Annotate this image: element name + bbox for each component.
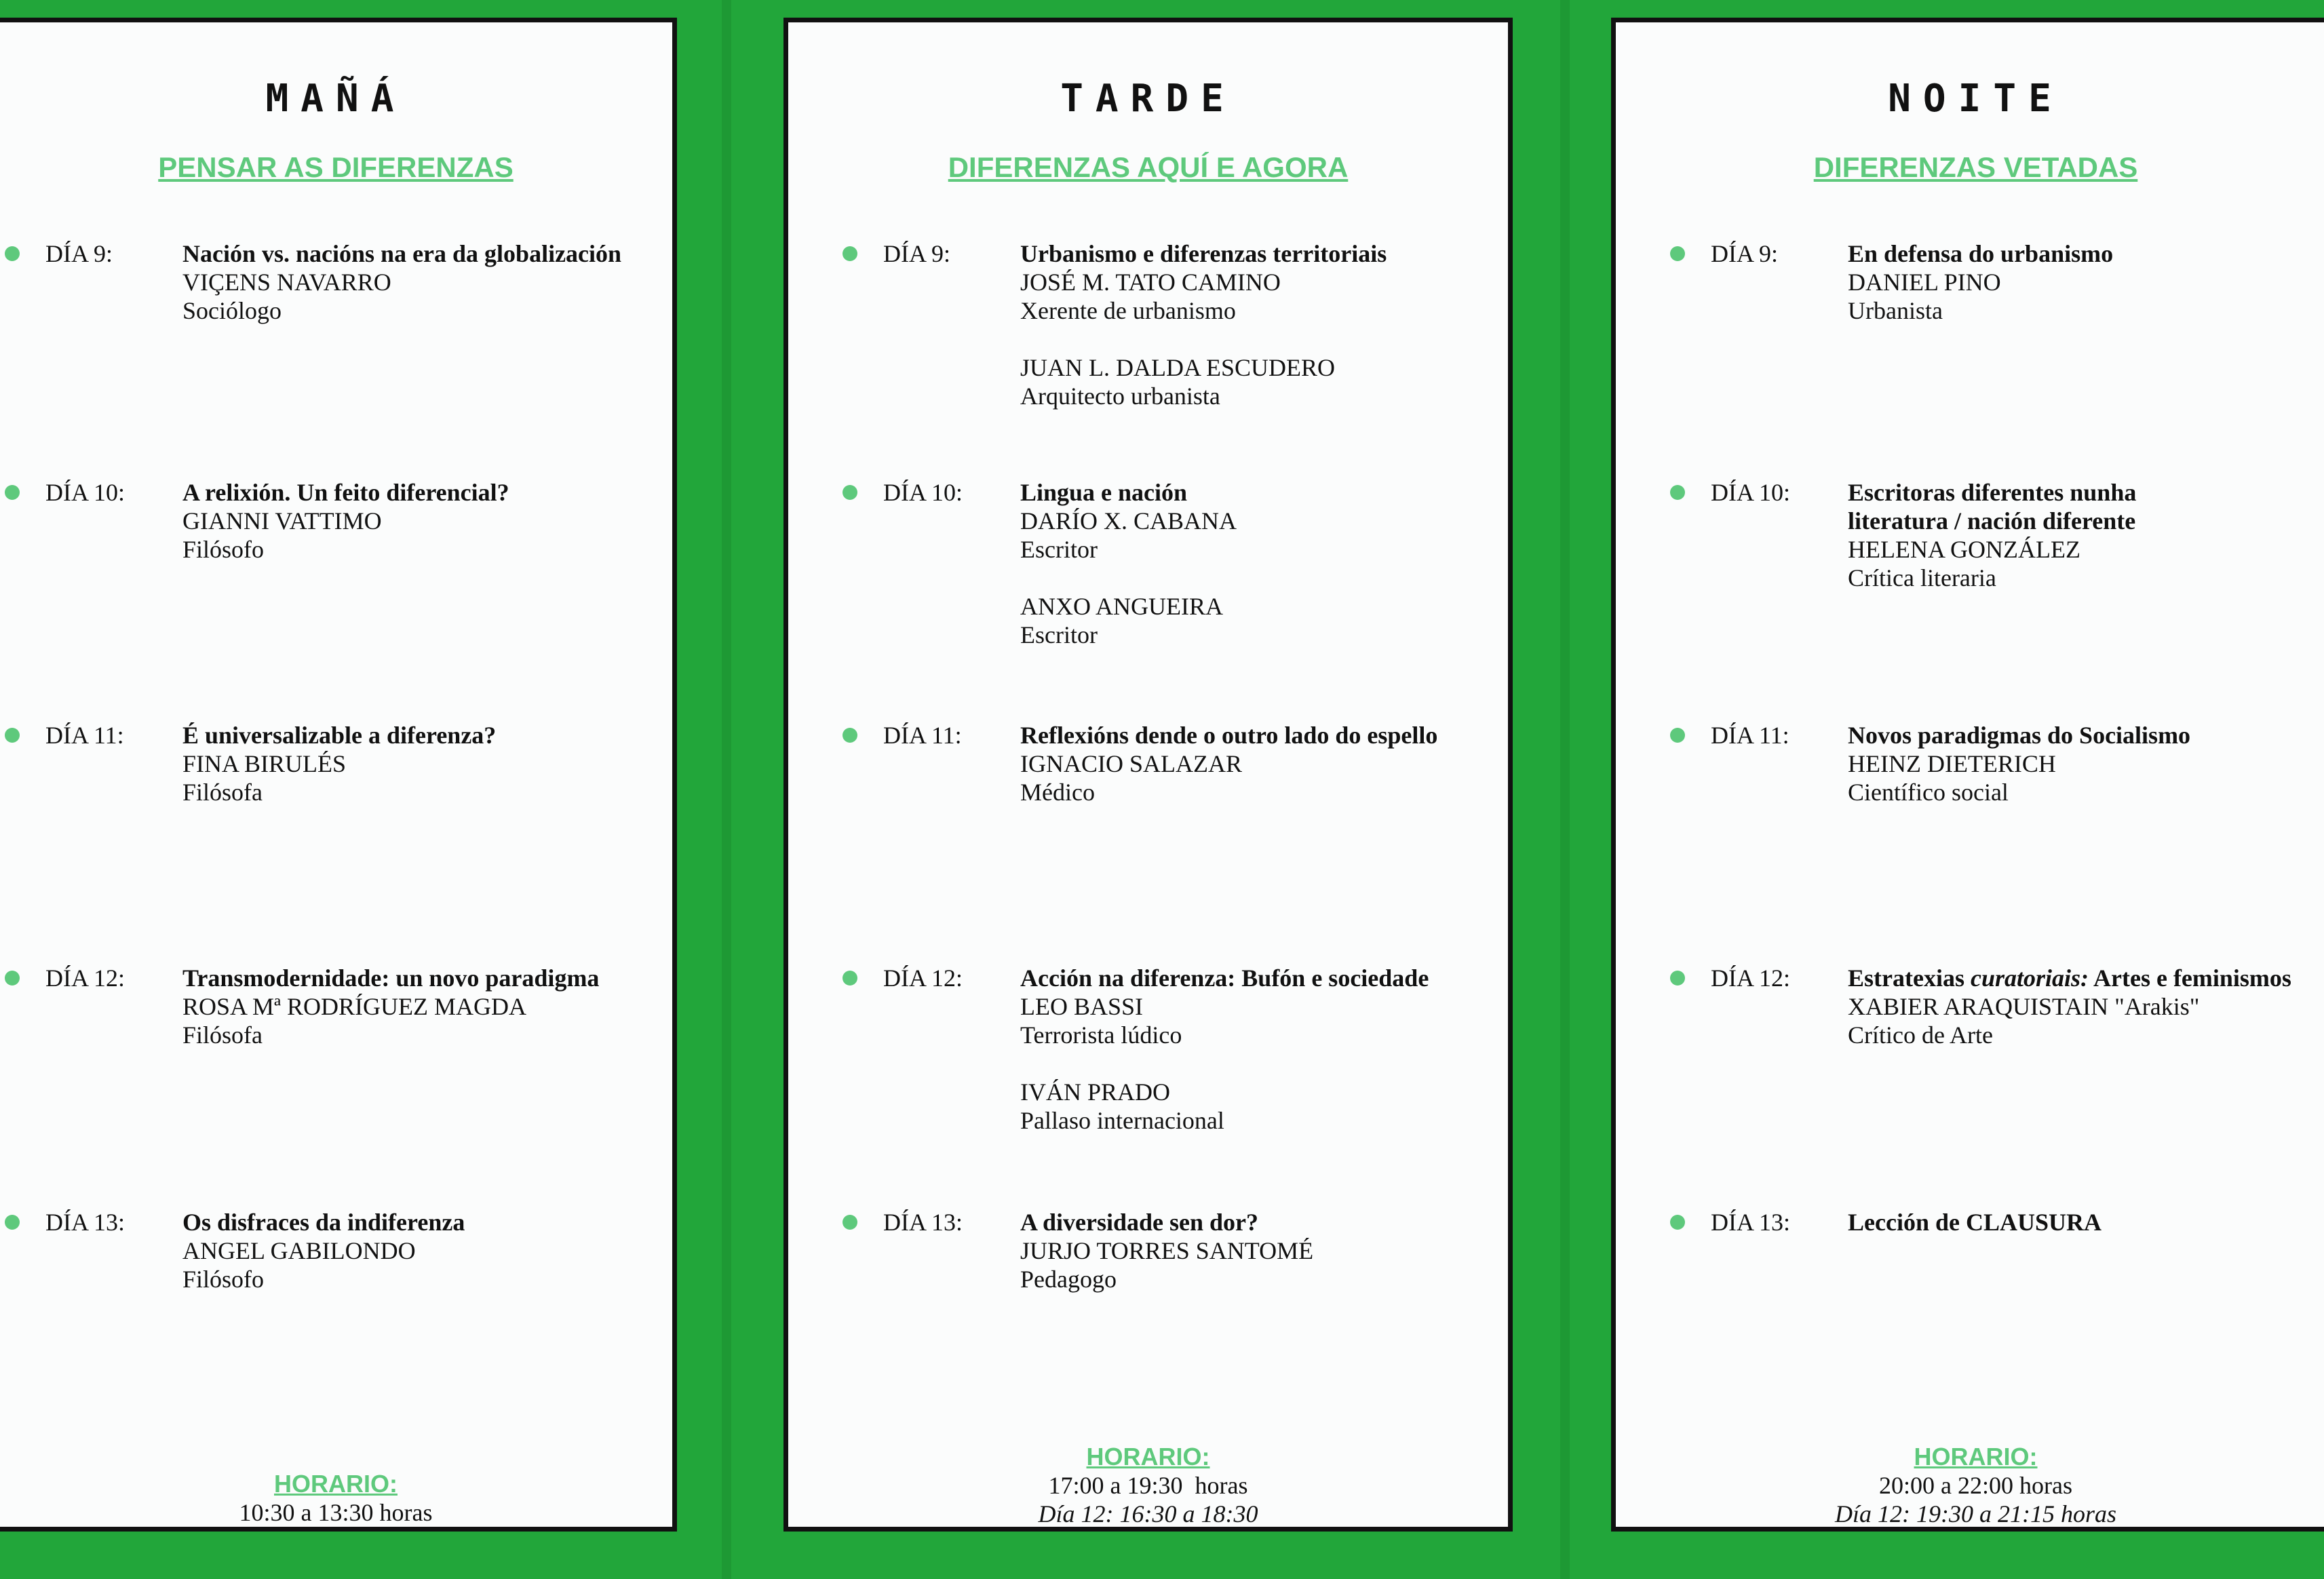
speaker-name: ANGEL GABILONDO: [182, 1237, 416, 1264]
panel-title: TARDE: [1060, 77, 1236, 121]
talk-title: Acción na diferenza: Bufón e sociedade: [1020, 964, 1429, 992]
session-day: DÍA 10:: [45, 479, 125, 506]
speaker-role: Filósofo: [182, 1266, 265, 1293]
speaker-role: Científico social: [1848, 779, 2009, 806]
session-day: DÍA 11:: [45, 722, 124, 749]
bullet-icon: [5, 485, 20, 500]
schedule-label: HORARIO:: [274, 1470, 398, 1498]
session-day: DÍA 11:: [883, 722, 962, 749]
talk-title: É universalizable a diferenza?: [182, 722, 497, 749]
panel-night: [1611, 18, 2324, 1532]
schedule-hours: 17:00 a 19:30 horas: [1048, 1472, 1248, 1499]
session-day: DÍA 13:: [1711, 1209, 1790, 1236]
panel-title: NOITE: [1888, 77, 2064, 121]
schedule-note: Día 12: 19:30 a 21:15 horas: [1835, 1500, 2116, 1527]
speaker-name: JOSÉ M. TATO CAMINO: [1020, 269, 1281, 296]
bullet-icon: [843, 246, 857, 261]
talk-title: A relixión. Un feito diferencial?: [182, 479, 509, 506]
speaker-role: Terrorista lúdico: [1020, 1021, 1182, 1049]
bullet-icon: [843, 728, 857, 743]
panel-morning: [0, 18, 677, 1532]
speaker-name: HEINZ DIETERICH: [1848, 750, 2056, 777]
panel-afternoon: [783, 18, 1513, 1532]
session-day: DÍA 13:: [883, 1209, 963, 1236]
session-day: DÍA 12:: [1711, 964, 1790, 992]
speaker-role: Filósofo: [182, 536, 265, 563]
fold-left: [722, 0, 731, 1579]
bullet-icon: [1670, 728, 1685, 743]
speaker-name: LEO BASSI: [1020, 993, 1144, 1020]
speaker-role: Filósofa: [182, 1021, 263, 1049]
talk-title: Transmodernidade: un novo paradigma: [182, 964, 600, 992]
bullet-icon: [5, 1215, 20, 1230]
speaker-name: JURJO TORRES SANTOMÉ: [1020, 1237, 1314, 1264]
talk-title: Urbanismo e diferenzas territoriais: [1020, 240, 1387, 267]
speaker-name: GIANNI VATTIMO: [182, 507, 382, 534]
schedule-hours: 20:00 a 22:00 horas: [1879, 1472, 2072, 1499]
speaker-name: FINA BIRULÉS: [182, 750, 347, 777]
panel-subtitle: DIFERENZAS AQUÍ E AGORA: [948, 151, 1349, 183]
speaker-role: Filósofa: [182, 779, 263, 806]
schedule-label: HORARIO:: [1086, 1443, 1210, 1470]
speaker-name: HELENA GONZÁLEZ: [1848, 536, 2080, 563]
talk-title-emphasis: curatoriais:: [1970, 964, 2089, 992]
speaker-role: Pallaso internacional: [1020, 1107, 1224, 1134]
fold-right: [1560, 0, 1570, 1579]
speaker-role: Crítico de Arte: [1848, 1021, 1993, 1049]
session-day: DÍA 10:: [883, 479, 963, 506]
bullet-icon: [1670, 246, 1685, 261]
bullet-icon: [843, 485, 857, 500]
speaker-role: Crítica literaria: [1848, 564, 1996, 591]
speaker-name: DARÍO X. CABANA: [1020, 507, 1237, 534]
talk-title-part: Estratexias: [1848, 964, 1971, 992]
schedule: [1616, 1443, 2324, 1528]
talk-title-line-2: literatura / nación diferente: [1848, 507, 2136, 534]
talk-title: Os disfraces da indiferenza: [182, 1209, 465, 1236]
speaker-role: Escritor: [1020, 621, 1098, 648]
speaker-name: ANXO ANGUEIRA: [1020, 593, 1223, 620]
bullet-icon: [1670, 971, 1685, 986]
speaker-name: XABIER ARAQUISTAIN "Arakis": [1848, 993, 2200, 1020]
speaker-name: ROSA Mª RODRÍGUEZ MAGDA: [182, 993, 526, 1020]
panel-subtitle: PENSAR AS DIFERENZAS: [158, 151, 514, 183]
session-day: DÍA 13:: [45, 1209, 125, 1236]
talk-title: Escritoras diferentes nunha: [1848, 479, 2137, 506]
bullet-icon: [843, 1215, 857, 1230]
schedule: [788, 1443, 1508, 1528]
bullet-icon: [1670, 1215, 1685, 1230]
session-day: DÍA 10:: [1711, 479, 1790, 506]
bullet-icon: [1670, 485, 1685, 500]
speaker-name: IGNACIO SALAZAR: [1020, 750, 1242, 777]
speaker-role: Xerente de urbanismo: [1020, 297, 1236, 324]
talk-title: [1848, 964, 2291, 992]
speaker-role: Pedagogo: [1020, 1266, 1117, 1293]
talk-title: Nación vs. nacións na era da globalización: [182, 240, 622, 267]
talk-title: Lección de CLAUSURA: [1848, 1209, 2102, 1236]
speaker-role: Urbanista: [1848, 297, 1943, 324]
speaker-role: Arquitecto urbanista: [1020, 383, 1220, 410]
session-day: DÍA 9:: [1711, 240, 1778, 267]
talk-title: Lingua e nación: [1020, 479, 1188, 506]
schedule-note: Día 12: 16:30 a 18:30: [1038, 1500, 1258, 1527]
bullet-icon: [5, 246, 20, 261]
session-day: DÍA 9:: [883, 240, 950, 267]
bullet-icon: [5, 728, 20, 743]
talk-title-part: Artes e feminismos: [2089, 964, 2291, 992]
speaker-name: JUAN L. DALDA ESCUDERO: [1020, 354, 1336, 381]
schedule: [0, 1470, 672, 1527]
schedule-hours: 10:30 a 13:30 horas: [239, 1499, 433, 1526]
speaker-name: DANIEL PINO: [1848, 269, 2001, 296]
schedule-label: HORARIO:: [1914, 1443, 2038, 1470]
speaker-role: Sociólogo: [182, 297, 282, 324]
talk-title: En defensa do urbanismo: [1848, 240, 2114, 267]
bullet-icon: [843, 971, 857, 986]
session-day: DÍA 12:: [883, 964, 963, 992]
speaker-role: Médico: [1020, 779, 1095, 806]
talk-title: Novos paradigmas do Socialismo: [1848, 722, 2191, 749]
session-day: DÍA 9:: [45, 240, 113, 267]
speaker-role: Escritor: [1020, 536, 1098, 563]
speaker-name: VIÇENS NAVARRO: [182, 269, 391, 296]
panel-title: MAÑÁ: [265, 77, 406, 121]
session-day: DÍA 11:: [1711, 722, 1789, 749]
talk-title: Reflexións dende o outro lado do espello: [1020, 722, 1438, 749]
talk-title: A diversidade sen dor?: [1020, 1209, 1259, 1236]
bullet-icon: [5, 971, 20, 986]
panel-subtitle: DIFERENZAS VETADAS: [1813, 151, 2138, 183]
session-day: DÍA 12:: [45, 964, 125, 992]
speaker-name: IVÁN PRADO: [1020, 1078, 1171, 1106]
